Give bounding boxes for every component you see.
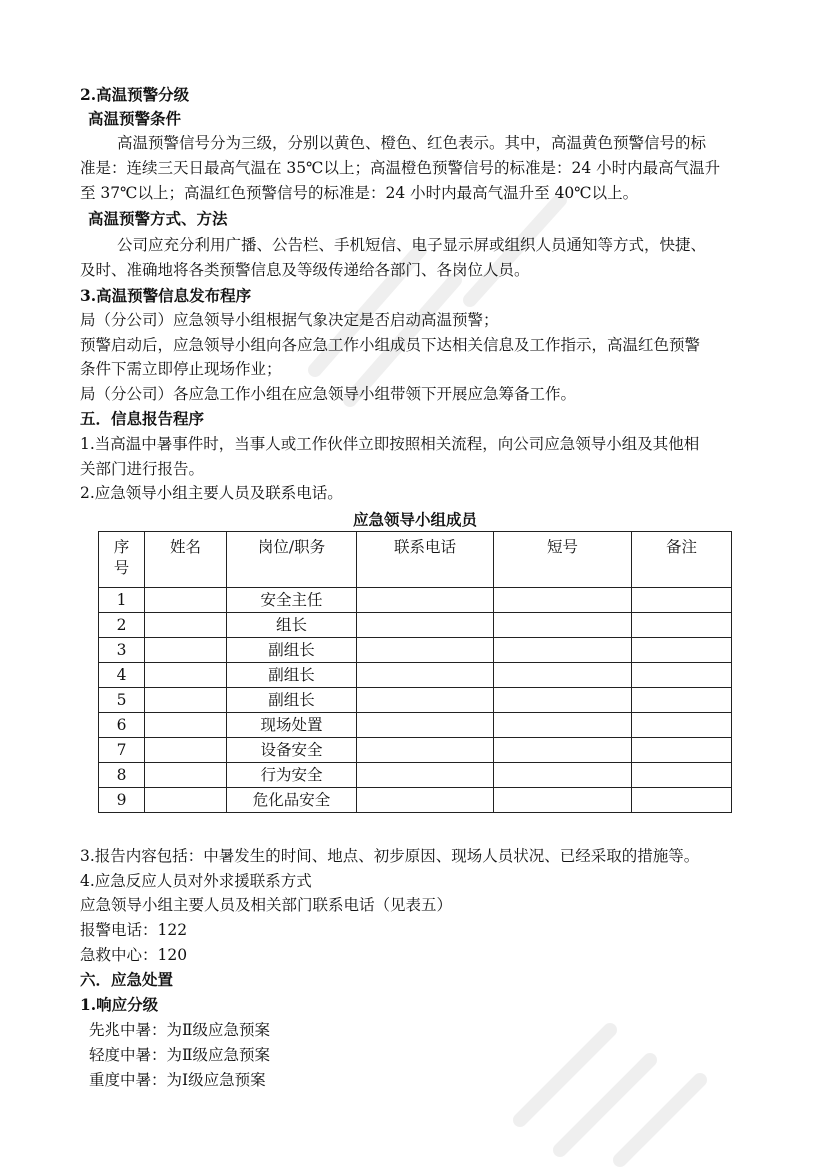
cell-no: 7 [99,738,145,763]
header-seq [99,532,145,588]
cell-no: 4 [99,663,145,688]
paragraph-line: 局（分公司）各应急工作小组在应急领导小组带领下开展应急筹备工作。 [80,385,577,403]
rescue-phone-label: 急救中心： [80,946,158,964]
cell-phone [357,663,494,688]
cell-name [145,763,227,788]
header-seq-bottom: 号 [113,559,130,577]
cell-phone [357,688,494,713]
header-seq-top: 序 [113,538,130,556]
table-row [99,613,732,638]
cell-short [494,688,632,713]
cell-no: 3 [99,638,145,663]
cell-short [494,663,632,688]
paragraph-line: 预警启动后，应急领导小组向各应急工作小组成员下达相关信息及工作指示，高温红色预警 [80,336,701,354]
alarm-phone-label: 报警电话： [80,921,158,939]
subheading-response-levels: 1.响应分级 [80,995,159,1014]
cell-note [632,613,732,638]
cell-note [632,588,732,613]
cell-no: 8 [99,763,145,788]
cell-post: 行为安全 [227,763,357,788]
table-row [99,638,732,663]
cell-note [632,788,732,813]
header-post: 岗位/职务 [227,532,357,588]
cell-phone [357,713,494,738]
paragraph-line: 准是：连续三天日最高气温在 35℃以上；高温橙色预警信号的标准是：24 小时内最高气温升 [80,159,721,177]
cell-phone [357,788,494,813]
section-heading-5: 五．信息报告程序 [80,409,205,428]
cell-no: 6 [99,713,145,738]
cell-short [494,588,632,613]
cell-name [145,738,227,763]
cell-no: 5 [99,688,145,713]
table-row [99,738,732,763]
table-row [99,663,732,688]
table-row [99,713,732,738]
header-note: 备注 [632,532,732,588]
alarm-phone-line [80,918,830,942]
subheading-warning-methods: 高温预警方式、方法 [88,209,228,228]
paragraph-line: 局（分公司）应急领导小组根据气象决定是否启动高温预警； [80,311,499,329]
table-row [99,588,732,613]
cell-phone [357,738,494,763]
cell-short [494,613,632,638]
section-heading-3: 3.高温预警信息发布程序 [80,286,252,305]
cell-phone [357,638,494,663]
cell-post: 副组长 [227,638,357,663]
paragraph-line: 及时、准确地将各类预警信息及等级传递给各部门、各岗位人员。 [80,261,530,279]
cell-post: 组长 [227,613,357,638]
alarm-phone-number: 122 [157,921,188,939]
members-table [98,531,732,813]
cell-short [494,763,632,788]
paragraph-line: 2.应急领导小组主要人员及联系电话。 [80,484,343,502]
cell-note [632,763,732,788]
section-heading-2: 2.高温预警分级 [80,85,190,104]
paragraph-line: 至 37℃以上；高温红色预警信号的标准是：24 小时内最高气温升至 40℃以上。 [80,184,639,202]
table-row [99,688,732,713]
cell-name [145,713,227,738]
paragraph-line: 1.当高温中暑事件时，当事人或工作伙伴立即按照相关流程，向公司应急领导小组及其他相 [80,435,700,453]
rescue-phone-number: 120 [157,946,188,964]
cell-short [494,738,632,763]
paragraph-line: 关部门进行报告。 [80,460,205,478]
cell-post: 副组长 [227,688,357,713]
cell-phone [357,613,494,638]
cell-no: 1 [99,588,145,613]
cell-post: 现场处置 [227,713,357,738]
table-row [99,763,732,788]
response-level-line: 先兆中暑：为Ⅱ级应急预案 [89,1021,271,1039]
table-title: 应急领导小组成员 [352,510,477,529]
cell-note [632,663,732,688]
cell-short [494,713,632,738]
table-header-row [99,532,732,588]
paragraph-line: 条件下需立即停止现场作业； [80,360,282,378]
paragraph-line: 4.应急反应人员对外求援联系方式 [80,872,312,890]
paragraph-line: 应急领导小组主要人员及相关部门联系电话（见表五） [80,896,453,914]
rescue-phone-line [80,943,830,967]
cell-post: 副组长 [227,663,357,688]
cell-name [145,788,227,813]
header-name: 姓名 [145,532,227,588]
cell-post: 危化品安全 [227,788,357,813]
cell-phone [357,763,494,788]
paragraph-line: 3.报告内容包括：中暑发生的时间、地点、初步原因、现场人员状况、已经采取的措施等。 [80,847,700,865]
cell-note [632,713,732,738]
cell-post: 安全主任 [227,588,357,613]
cell-name [145,638,227,663]
paragraph-line: 高温预警信号分为三级，分别以黄色、橙色、红色表示。其中，高温黄色预警信号的标 [117,134,707,152]
cell-name [145,613,227,638]
cell-no: 9 [99,788,145,813]
cell-note [632,738,732,763]
section-heading-6: 六．应急处置 [80,970,174,989]
response-level-line: 轻度中暑：为Ⅱ级应急预案 [89,1046,271,1064]
header-short: 短号 [494,532,632,588]
header-phone: 联系电话 [357,532,494,588]
paragraph-line: 公司应充分利用广播、公告栏、手机短信、电子显示屏或组织人员通知等方式，快捷、 [117,236,707,254]
response-level-line: 重度中暑：为Ⅰ级应急预案 [89,1071,266,1089]
cell-name [145,688,227,713]
cell-name [145,663,227,688]
cell-note [632,688,732,713]
cell-post: 设备安全 [227,738,357,763]
table-row [99,788,732,813]
cell-no: 2 [99,613,145,638]
subheading-warning-conditions: 高温预警条件 [88,109,182,128]
cell-short [494,638,632,663]
cell-name [145,588,227,613]
cell-short [494,788,632,813]
cell-note [632,638,732,663]
cell-phone [357,588,494,613]
